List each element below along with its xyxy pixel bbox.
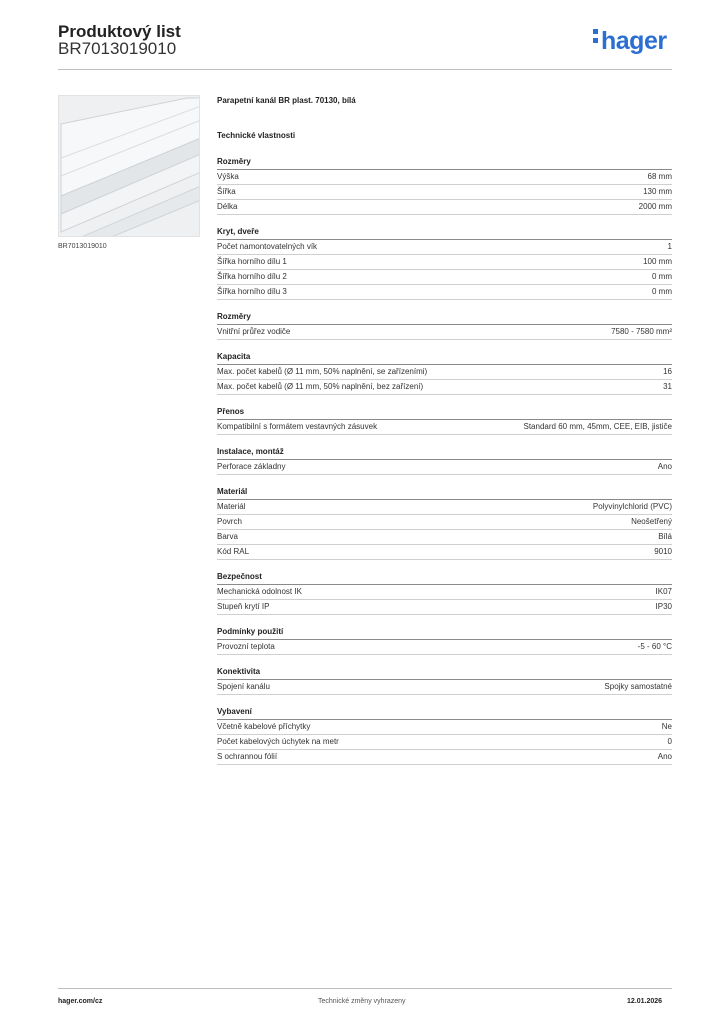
spec-section bbox=[217, 707, 672, 765]
spec-section bbox=[217, 352, 672, 395]
spec-label: Šířka horního dílu 3 bbox=[217, 287, 287, 296]
section-title: Vybavení bbox=[217, 707, 672, 720]
section-title: Rozměry bbox=[217, 157, 672, 170]
header-divider bbox=[58, 69, 672, 70]
spec-label: Kompatibilní s formátem vestavných zásuvek bbox=[217, 422, 378, 431]
spec-content bbox=[217, 96, 672, 765]
spec-row bbox=[217, 240, 672, 255]
cable-trunking-illustration bbox=[59, 96, 200, 237]
spec-label: Šířka horního dílu 1 bbox=[217, 257, 287, 266]
spec-row bbox=[217, 420, 672, 435]
spec-label: Stupeň krytí IP bbox=[217, 602, 270, 611]
spec-label: Kód RAL bbox=[217, 547, 250, 556]
spec-row bbox=[217, 365, 672, 380]
spec-row bbox=[217, 170, 672, 185]
spec-label: Max. počet kabelů (Ø 11 mm, 50% naplnění, se zařízeními) bbox=[217, 367, 428, 376]
section-title: Kryt, dveře bbox=[217, 227, 672, 240]
spec-value: Polyvinylchlorid (PVC) bbox=[592, 502, 672, 511]
spec-label: Počet kabelových úchytek na metr bbox=[217, 737, 339, 746]
spec-label: Délka bbox=[217, 202, 238, 211]
spec-value: Bílá bbox=[658, 532, 672, 541]
spec-row bbox=[217, 500, 672, 515]
spec-label: Perforace základny bbox=[217, 462, 286, 471]
spec-value: Ano bbox=[657, 462, 672, 471]
spec-row bbox=[217, 325, 672, 340]
product-title: Parapetní kanál BR plast. 70130, bílá bbox=[217, 96, 356, 105]
product-image bbox=[58, 95, 200, 237]
spec-section bbox=[217, 572, 672, 615]
spec-value: 9010 bbox=[654, 547, 672, 556]
spec-label: Povrch bbox=[217, 517, 242, 526]
spec-value: IK07 bbox=[655, 587, 672, 596]
logo-dots-icon bbox=[593, 27, 599, 47]
spec-value: 1 bbox=[667, 242, 672, 251]
spec-row bbox=[217, 255, 672, 270]
spec-section bbox=[217, 407, 672, 435]
spec-row bbox=[217, 545, 672, 560]
spec-value: -5 - 60 °C bbox=[637, 642, 672, 651]
spec-value: Ano bbox=[657, 752, 672, 761]
spec-label: Mechanická odolnost IK bbox=[217, 587, 302, 596]
footer-date: 12.01.2026 bbox=[627, 998, 663, 1005]
spec-value: 0 mm bbox=[652, 272, 672, 281]
spec-label: Max. počet kabelů (Ø 11 mm, 50% naplnění, bez zařízení) bbox=[217, 382, 424, 391]
spec-value: 130 mm bbox=[643, 187, 672, 196]
hager-logo[interactable] bbox=[593, 27, 667, 56]
footer-divider bbox=[58, 988, 672, 989]
spec-row bbox=[217, 285, 672, 300]
section-title: Bezpečnost bbox=[217, 572, 672, 585]
spec-value: Spojky samostatné bbox=[604, 682, 672, 691]
spec-section bbox=[217, 487, 672, 560]
section-title: Rozměry bbox=[217, 312, 672, 325]
spec-label: Výška bbox=[217, 172, 239, 181]
footer-website[interactable]: hager.com/cz bbox=[58, 998, 103, 1005]
spec-row bbox=[217, 515, 672, 530]
spec-row bbox=[217, 720, 672, 735]
image-caption: BR7013019010 bbox=[58, 243, 107, 250]
spec-row bbox=[217, 460, 672, 475]
spec-row bbox=[217, 530, 672, 545]
spec-value: 16 bbox=[663, 367, 672, 376]
spec-value: 2000 mm bbox=[638, 202, 672, 211]
spec-section bbox=[217, 157, 672, 215]
spec-label: Spojení kanálu bbox=[217, 682, 270, 691]
spec-row bbox=[217, 750, 672, 765]
logo-text: hager bbox=[601, 27, 667, 55]
page-title: Produktový list bbox=[58, 22, 181, 41]
spec-label: Vnitřní průřez vodiče bbox=[217, 327, 291, 336]
section-title: Přenos bbox=[217, 407, 672, 420]
spec-label: Provozní teplota bbox=[217, 642, 275, 651]
tech-heading: Technické vlastnosti bbox=[217, 131, 296, 140]
section-title: Konektivita bbox=[217, 667, 672, 680]
spec-row bbox=[217, 270, 672, 285]
spec-value: 31 bbox=[663, 382, 672, 391]
spec-row bbox=[217, 680, 672, 695]
spec-row bbox=[217, 640, 672, 655]
spec-value: 7580 - 7580 mm² bbox=[611, 327, 672, 336]
section-title: Kapacita bbox=[217, 352, 672, 365]
spec-row bbox=[217, 585, 672, 600]
spec-row bbox=[217, 380, 672, 395]
product-code-heading: BR7013019010 bbox=[58, 39, 177, 58]
spec-label: S ochrannou fólií bbox=[217, 752, 278, 761]
spec-section bbox=[217, 627, 672, 655]
spec-section bbox=[217, 312, 672, 340]
section-title: Podmínky použití bbox=[217, 627, 672, 640]
spec-row bbox=[217, 200, 672, 215]
section-title: Instalace, montáž bbox=[217, 447, 672, 460]
spec-label: Materiál bbox=[217, 502, 246, 511]
footer-note: Technické změny vyhrazeny bbox=[318, 998, 406, 1005]
spec-label: Šířka horního dílu 2 bbox=[217, 272, 287, 281]
spec-section bbox=[217, 667, 672, 695]
spec-value: Ne bbox=[661, 722, 672, 731]
spec-value: 0 mm bbox=[652, 287, 672, 296]
spec-value: 68 mm bbox=[647, 172, 672, 181]
spec-label: Včetně kabelové příchytky bbox=[217, 722, 311, 731]
spec-row bbox=[217, 735, 672, 750]
spec-value: Neošetřený bbox=[631, 517, 672, 526]
section-title: Materiál bbox=[217, 487, 672, 500]
spec-value: 0 bbox=[667, 737, 672, 746]
spec-label: Šířka bbox=[217, 187, 236, 196]
spec-value: 100 mm bbox=[643, 257, 672, 266]
spec-value: Standard 60 mm, 45mm, CEE, EIB, jističe bbox=[523, 422, 672, 431]
spec-sections bbox=[217, 157, 672, 765]
spec-section bbox=[217, 447, 672, 475]
spec-row bbox=[217, 185, 672, 200]
spec-label: Barva bbox=[217, 532, 238, 541]
spec-value: IP30 bbox=[655, 602, 672, 611]
spec-label: Počet namontovatelných vík bbox=[217, 242, 318, 251]
spec-section bbox=[217, 227, 672, 300]
spec-row bbox=[217, 600, 672, 615]
